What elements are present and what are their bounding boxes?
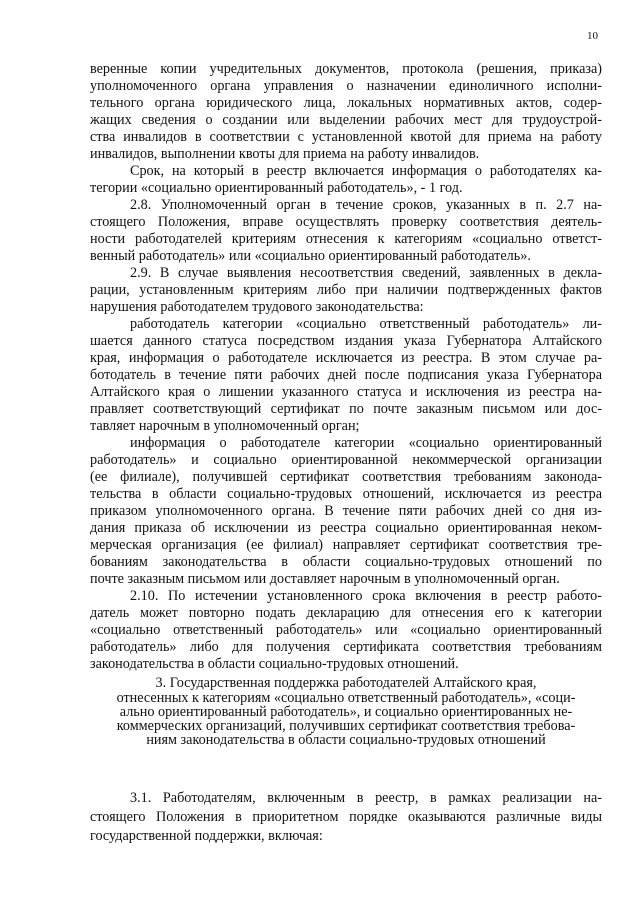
text-line: законодательства в области социально-трудовых отношений.	[90, 656, 459, 672]
text-line: мерческая организация (ее филиал) направляет сертификат соответствия тре-	[90, 537, 602, 553]
text-line: венный работодатель» или «социально ориентированный работодатель».	[90, 248, 531, 264]
text-line: бованиям законодательства в области социально-трудовых отношений по	[90, 554, 602, 570]
text-line: 2.9. В случае выявления несоответствия сведений, заявленных в декла-	[130, 265, 602, 281]
text-line: тегории «социально ориентированный работодатель», - 1 год.	[90, 180, 463, 196]
text-line: тельства в области социально-трудовых отношений, исключается из реестра	[90, 486, 602, 502]
text-line: (ее филиале), получившей сертификат соответствия требованиям законода-	[90, 469, 602, 485]
heading-line: ально ориентированный работодатель», и социально ориентированных не-	[119, 704, 573, 720]
heading-line: отнесенных к категориям «социально ответственный работодатель», «соци-	[116, 690, 576, 706]
text-line: дания приказа об исключении из реестра социально ориентированная неком-	[90, 520, 602, 536]
text-line: уполномоченного органа управления о назначении единоличного исполни-	[90, 78, 602, 94]
text-line: 2.10. По истечении установленного срока включения в реестр работо-	[130, 588, 602, 604]
text-line: края, информация о работодателе исключается из реестра. В этом случае ра-	[90, 350, 602, 366]
text-line: Срок, на который в реестр включается информация о работодателях ка-	[130, 163, 602, 179]
text-line: шается данного статуса посредством издания указа Губернатора Алтайского	[90, 333, 602, 349]
text-line: правляет соответствующий сертификат по почте заказным письмом или дос-	[90, 401, 602, 417]
text-line: инвалидов, выполнении квоты для приема на работу инвалидов.	[90, 146, 480, 162]
text-line: стоящего Положения в приоритетном порядке оказываются различные виды	[90, 809, 602, 825]
text-line: работодатель категории «социально ответственный работодатель» ли-	[130, 316, 602, 332]
text-line: «социально ответственный работодатель» или «социально ориентированный	[90, 622, 602, 638]
text-line: ства инвалидов в соответствии с установленной квотой для приема на работу	[90, 129, 602, 145]
text-line: рации, установленным критериям либо при наличии подтвержденных фактов	[90, 282, 602, 298]
text-line: жащих сведения о создании или выделении рабочих мест для трудоустрой-	[90, 112, 602, 128]
text-line: тавляет нарочным в уполномоченный орган;	[90, 418, 360, 434]
text-line: 3.1. Работодателям, включенным в реестр, в рамках реализации на-	[130, 790, 602, 806]
text-line: информация о работодателе категории «социально ориентированный	[130, 435, 602, 451]
text-line: нарушения работодателем трудового законодательства:	[90, 299, 424, 315]
text-line: веренные копии учредительных документов, протокола (решения, приказа)	[90, 61, 602, 77]
text-line: работодатель» либо для получения сертификата соответствия требованиям	[90, 639, 602, 655]
text-line: работодатель» и социально ориентированной некоммерческой организации	[90, 452, 602, 468]
heading-line: коммерческих организаций, получивших сертификат соответствия требова-	[116, 718, 576, 734]
text-line: ности работодателей критериям отнесения к категориям «социально ответст-	[90, 231, 602, 247]
heading-line: 3. Государственная поддержка работодателей Алтайского края,	[155, 675, 537, 691]
text-line: Алтайского края о лишении указанного статуса и исключения из реестра на-	[90, 384, 602, 400]
text-line: 2.8. Уполномоченный орган в течение сроков, указанных в п. 2.7 на-	[130, 197, 602, 213]
text-line: датель может повторно подать декларацию для отнесения его к категории	[90, 605, 602, 621]
text-line: тельного органа юридического лица, локальных нормативных актов, содер-	[90, 95, 602, 111]
text-line: ботодатель в течение пяти рабочих дней после подписания указа Губернатора	[90, 367, 602, 383]
text-line: почте заказным письмом или доставляет нарочным в уполномоченный орган.	[90, 571, 560, 587]
text-line: приказом уполномоченного органа. В течение пяти рабочих дней со дня из-	[90, 503, 602, 519]
heading-line: ниям законодательства в области социально-трудовых отношений	[146, 732, 546, 748]
page-number: 10	[587, 30, 598, 42]
text-line: государственной поддержки, включая:	[90, 828, 323, 844]
text-line: стоящего Положения, вправе осуществлять проверку соответствия деятель-	[90, 214, 602, 230]
